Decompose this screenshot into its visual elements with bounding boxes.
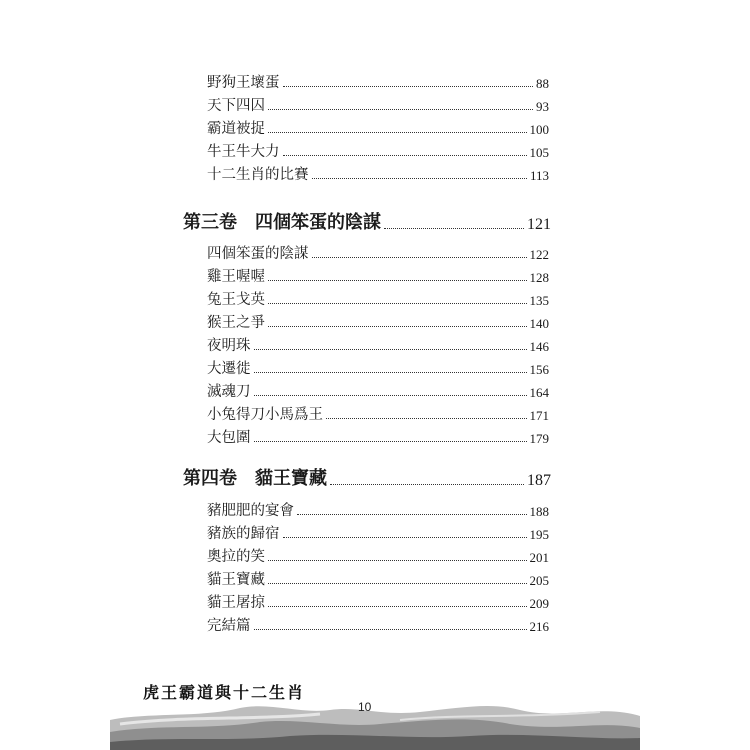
toc-entry-page: 195	[529, 527, 549, 542]
toc-entry	[207, 381, 549, 401]
toc-entry-title: 兔王戈英	[207, 292, 265, 308]
toc-entry-page: 209	[529, 596, 549, 611]
toc-entry	[207, 404, 549, 424]
toc-entry	[207, 266, 549, 286]
dot-leader	[268, 132, 527, 133]
dot-leader	[268, 280, 527, 281]
dot-leader	[330, 484, 524, 485]
dot-leader	[268, 109, 533, 110]
toc-entry	[207, 358, 549, 378]
dot-leader	[312, 257, 527, 258]
toc-entry-page: 135	[529, 293, 549, 308]
toc-entry-page: 128	[529, 270, 549, 285]
toc-entry	[207, 95, 549, 115]
toc-entry-page: 201	[529, 550, 549, 565]
page-number: 10	[358, 700, 372, 714]
toc-entry-title: 猴王之爭	[207, 315, 265, 331]
toc-entry-title: 野狗王壞蛋	[207, 75, 280, 91]
toc-entry-page: 171	[529, 408, 549, 423]
dot-leader	[254, 349, 527, 350]
toc-entry-page: 216	[529, 619, 549, 634]
dot-leader	[254, 441, 527, 442]
toc-entry	[207, 312, 549, 332]
toc-entry	[207, 592, 549, 612]
toc-entry	[207, 523, 549, 543]
toc-entry-title: 牛王牛大力	[207, 144, 280, 160]
dot-leader	[268, 606, 527, 607]
dot-leader	[384, 228, 524, 229]
toc-entry-page: 179	[529, 431, 549, 446]
volume-page: 121	[527, 216, 551, 233]
dot-leader	[297, 514, 527, 515]
dot-leader	[268, 303, 527, 304]
toc-entry-page: 188	[529, 504, 549, 519]
volume-title: 第三卷 四個笨蛋的陰謀	[183, 212, 381, 233]
toc-entry-title: 大包圍	[207, 430, 251, 446]
dot-leader	[268, 560, 527, 561]
toc-entry-title: 小兔得刀小馬爲王	[207, 407, 323, 423]
toc-entry	[207, 335, 549, 355]
toc-entry	[207, 118, 549, 138]
toc-entry	[207, 615, 549, 635]
toc-entry-title: 豬肥肥的宴會	[207, 503, 294, 519]
dot-leader	[326, 418, 527, 419]
toc-entry	[207, 500, 549, 520]
toc-entry-title: 豬族的歸宿	[207, 526, 280, 542]
toc-entry-title: 滅魂刀	[207, 384, 251, 400]
toc-entry-title: 完結篇	[207, 618, 251, 634]
dot-leader	[283, 86, 534, 87]
dot-leader	[254, 395, 527, 396]
toc-entry-page: 205	[529, 573, 549, 588]
toc-entry-title: 夜明珠	[207, 338, 251, 354]
dot-leader	[268, 583, 527, 584]
toc-entry	[207, 243, 549, 263]
toc-volume-heading	[183, 464, 551, 490]
dot-leader	[283, 155, 527, 156]
toc-entry-title: 貓王寶藏	[207, 572, 265, 588]
toc-entry-page: 122	[529, 247, 549, 262]
volume-title: 第四卷 貓王寶藏	[183, 468, 327, 489]
toc-entry-page: 164	[529, 385, 549, 400]
toc-entry	[207, 72, 549, 92]
toc-entry-title: 霸道被捉	[207, 121, 265, 137]
toc-entry-page: 113	[529, 168, 549, 183]
dot-leader	[312, 178, 527, 179]
ink-wash-decoration	[0, 690, 750, 750]
book-title: 虎王霸道與十二生肖	[143, 683, 306, 702]
toc-entry-page: 156	[529, 362, 549, 377]
toc-entry-title: 四個笨蛋的陰謀	[207, 246, 309, 262]
toc-entry-title: 奧拉的笑	[207, 549, 265, 565]
toc-entry-page: 88	[536, 76, 549, 91]
toc-entry-title: 雞王喔喔	[207, 269, 265, 285]
toc-entry-page: 146	[529, 339, 549, 354]
toc-volume-heading	[183, 208, 551, 234]
toc-entry-title: 大遷徙	[207, 361, 251, 377]
dot-leader	[268, 326, 527, 327]
volume-page: 187	[527, 472, 551, 489]
toc-entry-page: 140	[529, 316, 549, 331]
toc-entry	[207, 569, 549, 589]
toc-entry-page: 93	[536, 99, 549, 114]
toc-entry	[207, 546, 549, 566]
toc-entry-title: 十二生肖的比賽	[207, 167, 309, 183]
toc-entry	[207, 289, 549, 309]
dot-leader	[283, 537, 527, 538]
toc-entry-page: 105	[529, 145, 549, 160]
toc-entry	[207, 164, 549, 184]
toc-entry-title: 貓王屠掠	[207, 595, 265, 611]
toc-entry-page: 100	[529, 122, 549, 137]
dot-leader	[254, 372, 527, 373]
toc-entry-title: 天下四囚	[207, 98, 265, 114]
toc-entry	[207, 141, 549, 161]
dot-leader	[254, 629, 527, 630]
toc-entry	[207, 427, 549, 447]
